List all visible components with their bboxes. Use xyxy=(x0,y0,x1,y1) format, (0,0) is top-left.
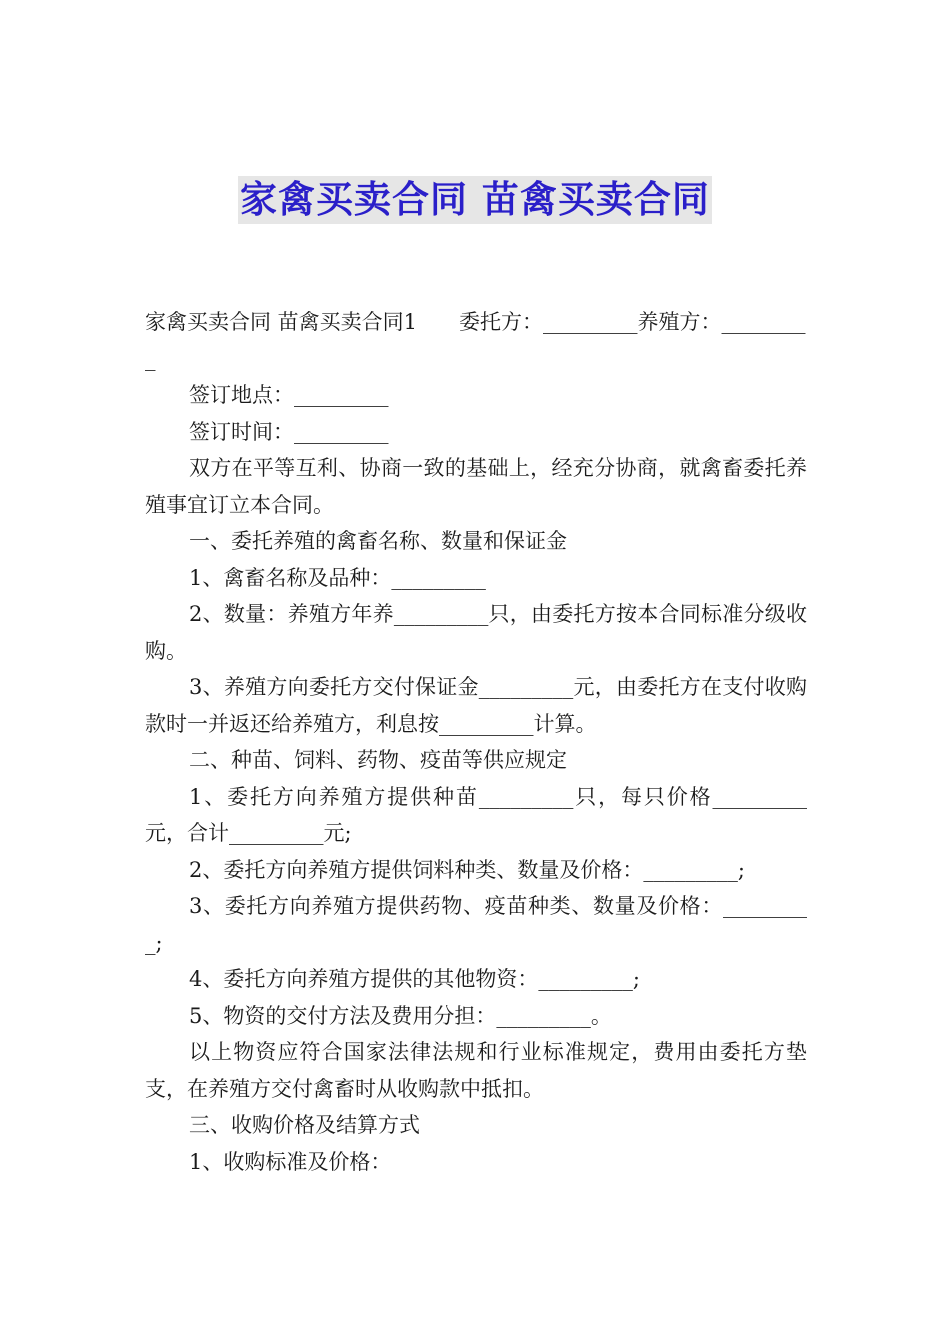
clause-2-4: 4、委托方向养殖方提供的其他物资：_________; xyxy=(189,967,640,991)
clause-2-5: 5、物资的交付方法及费用分担：_________。 xyxy=(189,1003,612,1028)
clause-3-1: 1、收购标准及价格： xyxy=(189,1149,392,1174)
clause-1-3: 3、养殖方向委托方交付保证金_________元，由委托方在支付收购款时一并返还给养殖方，利息按_________计算。 xyxy=(145,675,807,736)
document-title: 家禽买卖合同 苗禽买卖合同 xyxy=(238,176,712,224)
clause-2-3: 3、委托方向养殖方提供药物、疫苗种类、数量及价格：_________; xyxy=(145,894,807,955)
section-heading-1: 一、委托养殖的禽畜名称、数量和保证金 xyxy=(189,529,567,553)
clause-1-2: 2、数量：养殖方年养_________只，由委托方按本合同标准分级收购。 xyxy=(145,602,807,663)
section-heading-3: 三、收购价格及结算方式 xyxy=(189,1113,420,1137)
paragraph-preamble: 双方在平等互利、协商一致的基础上，经充分协商，就禽畜委托养殖事宜订立本合同。 xyxy=(145,456,807,517)
clause-1-1: 1、禽畜名称及品种：_________ xyxy=(189,565,486,590)
clause-2-1: 1、委托方向养殖方提供种苗_________只，每只价格_________元，合计_________元; xyxy=(145,784,807,845)
paragraph-signing-time: 签订时间：_________ xyxy=(189,419,389,444)
clause-2-2: 2、委托方向养殖方提供饲料种类、数量及价格：_________; xyxy=(189,857,745,882)
paragraph-signing-place: 签订地点：_________ xyxy=(189,383,389,407)
document-body xyxy=(145,304,807,1180)
paragraph-header-line: 家禽买卖合同 苗禽买卖合同1 委托方：_________养殖方：_________ xyxy=(145,310,806,371)
paragraph-materials-note: 以上物资应符合国家法律法规和行业标准规定，费用由委托方垫支，在养殖方交付禽畜时从收购款中抵扣。 xyxy=(145,1040,807,1101)
section-heading-2: 二、种苗、饲料、药物、疫苗等供应规定 xyxy=(189,748,567,772)
title-container xyxy=(0,176,950,224)
